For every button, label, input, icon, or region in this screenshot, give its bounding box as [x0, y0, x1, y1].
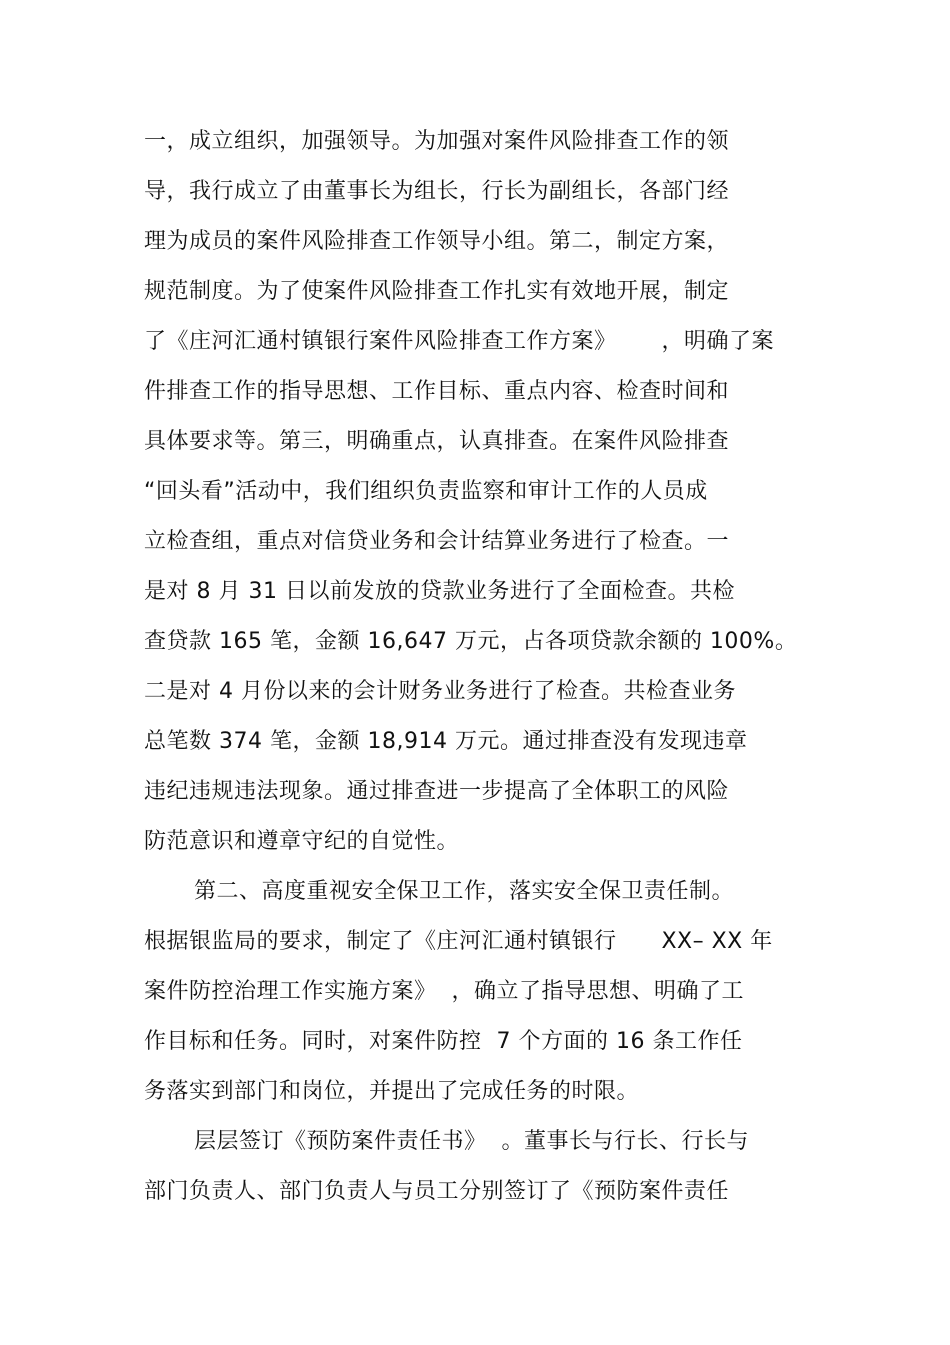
text-line: 总笔数 374 笔，金额 18,914 万元。通过排查没有发现违章 — [144, 729, 748, 754]
text-line: 导，我行成立了由董事长为组长，行长为副组长，各部门经 — [144, 179, 730, 204]
text-line: 二是对 4 月份以来的会计财务业务进行了检查。共检查业务 — [144, 679, 736, 704]
text-line: 理为成员的案件风险排查工作领导小组。第二，制定方案， — [144, 229, 730, 254]
text-line: 规范制度。为了使案件风险排查工作扎实有效地开展，制定 — [144, 279, 730, 304]
text-line: 作目标和任务。同时，对案件防控 7 个方面的 16 条工作任 — [144, 1029, 743, 1054]
text-line: 根据银监局的要求，制定了《庄河汇通村镇银行 XX– XX 年 — [144, 929, 773, 954]
text-line: 务落实到部门和岗位，并提出了完成任务的时限。 — [144, 1079, 640, 1104]
text-line: 一，成立组织，加强领导。为加强对案件风险排查工作的领 — [144, 129, 730, 154]
text-line: 件排查工作的指导思想、工作目标、重点内容、检查时间和 — [144, 379, 730, 404]
text-line: 部门负责人、部门负责人与员工分别签订了《预防案件责任 — [144, 1179, 730, 1204]
text-line: 是对 8 月 31 日以前发放的贷款业务进行了全面检查。共检 — [144, 579, 735, 604]
text-line: “回头看”活动中，我们组织负责监察和审计工作的人员成 — [144, 479, 708, 504]
text-line: 具体要求等。第三，明确重点，认真排查。在案件风险排查 — [144, 429, 730, 454]
text-line: 立检查组，重点对信贷业务和会计结算业务进行了检查。一 — [144, 529, 730, 554]
text-line: 查贷款 165 笔，金额 16,647 万元，占各项贷款余额的 100%。 — [144, 629, 798, 654]
text-line: 案件防控治理工作实施方案》 ，确立了指导思想、明确了工 — [144, 979, 744, 1004]
paragraph-first-line: 层层签订《预防案件责任书》 。董事长与行长、行长与 — [194, 1129, 749, 1154]
text-line: 了《庄河汇通村镇银行案件风险排查工作方案》 ，明确了案 — [144, 329, 774, 354]
paragraph-first-line: 第二、高度重视安全保卫工作，落实安全保卫责任制。 — [194, 879, 735, 904]
text-line: 违纪违规违法现象。通过排查进一步提高了全体职工的风险 — [144, 779, 730, 804]
text-line: 防范意识和遵章守纪的自觉性。 — [144, 829, 460, 854]
